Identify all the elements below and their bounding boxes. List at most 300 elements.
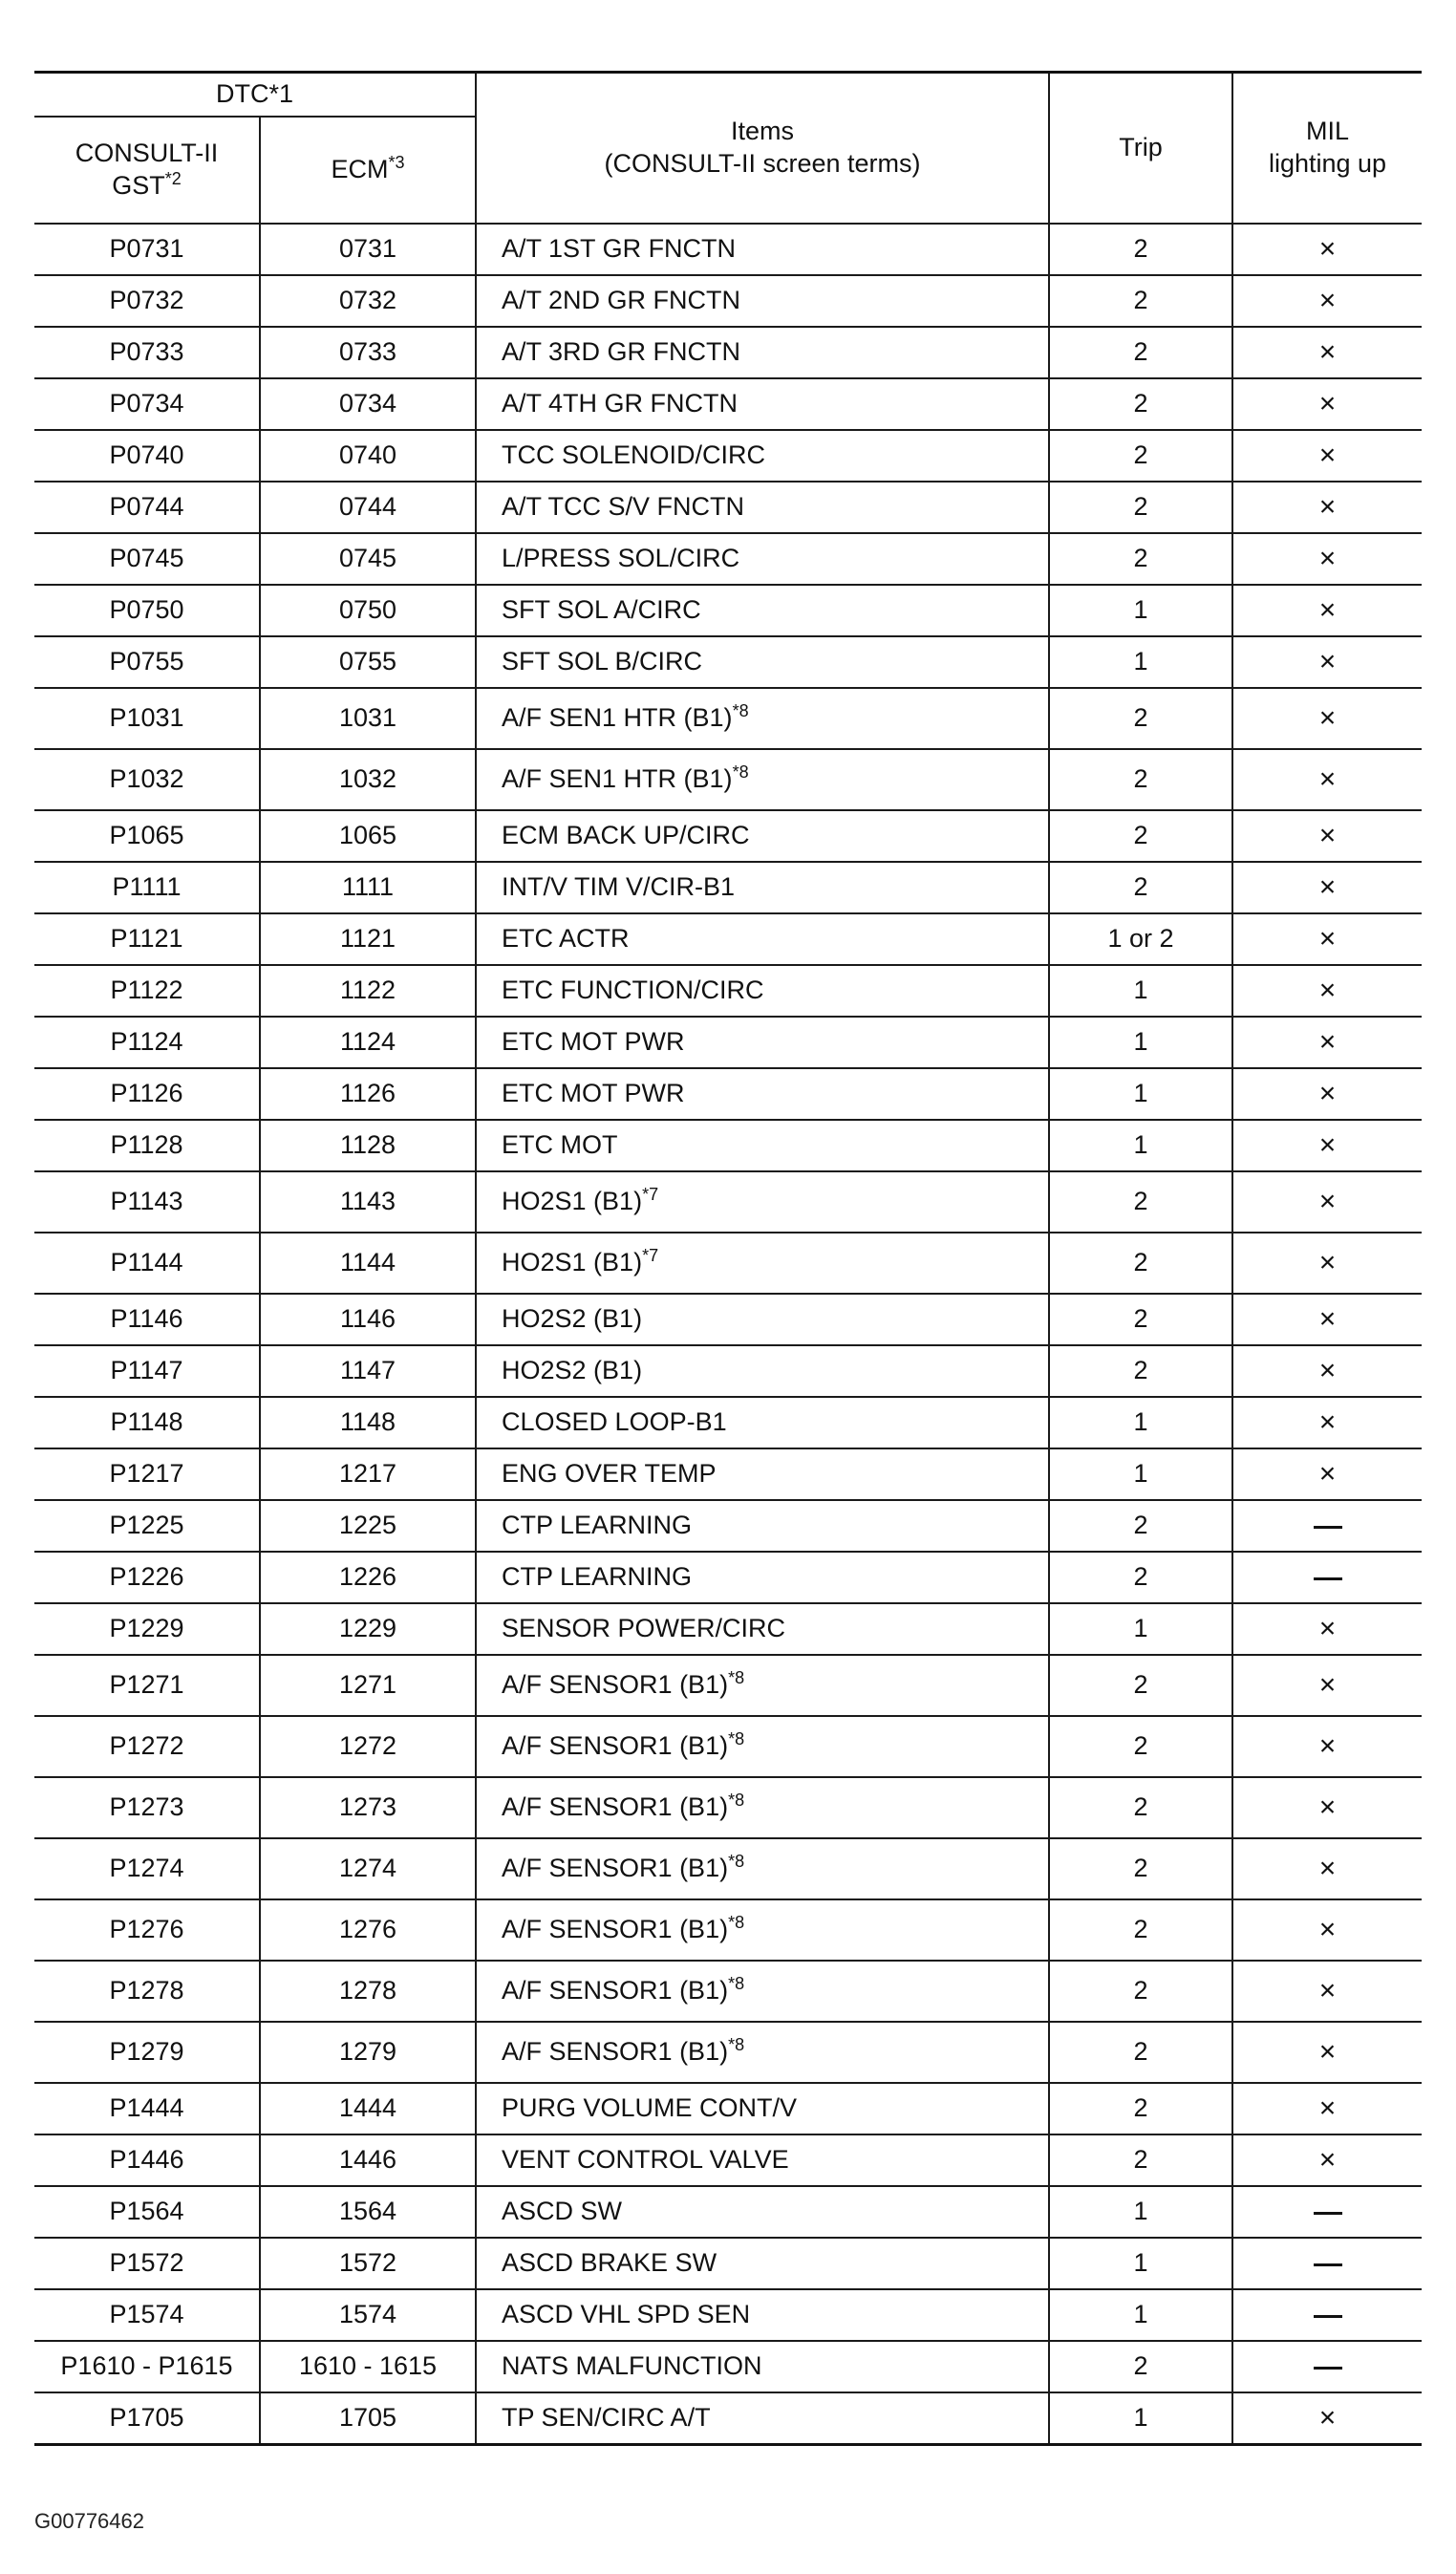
item-footnote: *8 — [728, 1852, 745, 1872]
mil-mark — [1314, 1526, 1342, 1529]
trip-cell: 1 — [1049, 1017, 1232, 1068]
table-row — [34, 1899, 1422, 1961]
mil-mark: × — [1318, 440, 1337, 472]
table-row — [34, 430, 1422, 482]
item-cell — [476, 1838, 1049, 1899]
ecm-code-cell: 1564 — [260, 2186, 476, 2238]
gst-code-cell: P1446 — [34, 2134, 260, 2186]
trip-cell: 2 — [1049, 1233, 1232, 1294]
mil-mark: × — [1318, 820, 1337, 852]
mil-cell — [1232, 1899, 1422, 1961]
gst-code-cell: P1126 — [34, 1068, 260, 1120]
item-label: A/F SENSOR1 (B1) — [502, 1854, 729, 1883]
mil-mark: × — [1318, 1975, 1337, 2007]
table-row — [34, 533, 1422, 585]
ecm-code-cell: 1122 — [260, 965, 476, 1017]
item-cell — [476, 2186, 1049, 2238]
item-label: A/T TCC S/V FNCTN — [502, 492, 745, 522]
item-cell — [476, 1233, 1049, 1294]
item-label: A/F SENSOR1 (B1) — [502, 1976, 729, 2006]
mil-cell — [1232, 913, 1422, 965]
item-cell — [476, 1397, 1049, 1448]
mil-mark: × — [1318, 594, 1337, 627]
item-cell — [476, 585, 1049, 636]
mil-mark: × — [1318, 1458, 1337, 1491]
gst-code-cell: P1574 — [34, 2289, 260, 2341]
table-row — [34, 749, 1422, 810]
table-row — [34, 1500, 1422, 1552]
item-cell — [476, 1120, 1049, 1171]
table-row — [34, 2134, 1422, 2186]
gst-code-cell: P1271 — [34, 1655, 260, 1716]
gst-code-cell: P0740 — [34, 430, 260, 482]
item-cell — [476, 224, 1049, 275]
item-cell — [476, 430, 1049, 482]
mil-mark: × — [1318, 2036, 1337, 2069]
mil-mark: × — [1318, 2092, 1337, 2125]
item-label: TP SEN/CIRC A/T — [502, 2403, 711, 2433]
item-footnote: *8 — [728, 1791, 745, 1811]
ecm-code-cell: 1124 — [260, 1017, 476, 1068]
mil-mark: × — [1318, 1247, 1337, 1279]
trip-cell: 2 — [1049, 2022, 1232, 2083]
gst-code-cell: P1705 — [34, 2392, 260, 2445]
ecm-header — [260, 117, 476, 224]
gst-code-cell: P1065 — [34, 810, 260, 862]
mil-cell — [1232, 1603, 1422, 1655]
mil-mark: × — [1318, 646, 1337, 678]
item-label: ENG OVER TEMP — [502, 1459, 717, 1489]
ecm-code-cell: 0732 — [260, 275, 476, 327]
mil-mark: × — [1318, 1853, 1337, 1885]
ecm-code-cell: 1217 — [260, 1448, 476, 1500]
gst-code-cell: P1276 — [34, 1899, 260, 1961]
item-cell — [476, 482, 1049, 533]
item-cell — [476, 2289, 1049, 2341]
item-label: A/T 2ND GR FNCTN — [502, 286, 741, 315]
trip-cell: 2 — [1049, 1552, 1232, 1603]
mil-mark — [1314, 2315, 1342, 2318]
mil-mark — [1314, 2263, 1342, 2266]
trip-cell: 2 — [1049, 2134, 1232, 2186]
item-label: A/F SENSOR1 (B1) — [502, 2037, 729, 2067]
item-cell — [476, 1603, 1049, 1655]
trip-cell: 1 — [1049, 585, 1232, 636]
item-cell — [476, 2022, 1049, 2083]
trip-cell: 2 — [1049, 533, 1232, 585]
trip-cell: 1 — [1049, 636, 1232, 688]
ecm-code-cell: 0745 — [260, 533, 476, 585]
table-row — [34, 275, 1422, 327]
ecm-header-label: ECM — [331, 155, 389, 184]
mil-mark: × — [1318, 1303, 1337, 1336]
table-row — [34, 2186, 1422, 2238]
mil-cell — [1232, 1397, 1422, 1448]
mil-cell — [1232, 636, 1422, 688]
mil-cell — [1232, 688, 1422, 749]
mil-cell — [1232, 482, 1422, 533]
ecm-code-cell: 1143 — [260, 1171, 476, 1233]
mil-cell — [1232, 275, 1422, 327]
table-row — [34, 1961, 1422, 2022]
mil-cell — [1232, 2083, 1422, 2134]
gst-code-cell: P1279 — [34, 2022, 260, 2083]
table-row — [34, 1603, 1422, 1655]
table-row — [34, 1655, 1422, 1716]
mil-cell — [1232, 1448, 1422, 1500]
item-label: ETC MOT — [502, 1130, 618, 1160]
item-label: SFT SOL B/CIRC — [502, 647, 703, 676]
ecm-code-cell: 1572 — [260, 2238, 476, 2289]
item-cell — [476, 1961, 1049, 2022]
trip-cell: 2 — [1049, 1294, 1232, 1345]
mil-cell — [1232, 585, 1422, 636]
item-footnote: *7 — [642, 1185, 659, 1205]
table-row — [34, 2289, 1422, 2341]
trip-cell: 2 — [1049, 1345, 1232, 1397]
ecm-code-cell: 1146 — [260, 1294, 476, 1345]
ecm-code-cell: 1446 — [260, 2134, 476, 2186]
item-label: CTP LEARNING — [502, 1511, 693, 1540]
table-row — [34, 1716, 1422, 1777]
item-cell — [476, 1068, 1049, 1120]
table-row — [34, 636, 1422, 688]
trip-cell: 2 — [1049, 749, 1232, 810]
ecm-code-cell: 1225 — [260, 1500, 476, 1552]
mil-mark: × — [1318, 1914, 1337, 1946]
ecm-code-cell: 1144 — [260, 1233, 476, 1294]
mil-mark: × — [1318, 388, 1337, 420]
table-row — [34, 2083, 1422, 2134]
ecm-code-cell: 0731 — [260, 224, 476, 275]
item-label: HO2S2 (B1) — [502, 1356, 643, 1385]
mil-mark — [1314, 2212, 1342, 2215]
ecm-code-cell: 0733 — [260, 327, 476, 378]
trip-header: Trip — [1049, 73, 1232, 225]
ecm-code-cell: 1278 — [260, 1961, 476, 2022]
mil-mark: × — [1318, 1355, 1337, 1387]
item-label: L/PRESS SOL/CIRC — [502, 544, 740, 573]
figure-id: G00776462 — [34, 2509, 144, 2533]
mil-cell — [1232, 965, 1422, 1017]
ecm-code-cell: 1705 — [260, 2392, 476, 2445]
item-cell — [476, 533, 1049, 585]
trip-cell: 2 — [1049, 224, 1232, 275]
ecm-code-cell: 1276 — [260, 1899, 476, 1961]
table-row — [34, 1777, 1422, 1838]
item-cell — [476, 1448, 1049, 1500]
gst-code-cell: P1273 — [34, 1777, 260, 1838]
mil-cell — [1232, 430, 1422, 482]
item-cell — [476, 965, 1049, 1017]
mil-cell — [1232, 1171, 1422, 1233]
item-cell — [476, 378, 1049, 430]
item-footnote: *8 — [732, 701, 749, 721]
trip-cell: 2 — [1049, 810, 1232, 862]
table-row — [34, 1552, 1422, 1603]
item-label: A/F SEN1 HTR (B1) — [502, 764, 733, 794]
ecm-code-cell: 0734 — [260, 378, 476, 430]
mil-cell — [1232, 1961, 1422, 2022]
table-row — [34, 1294, 1422, 1345]
gst-code-cell: P1031 — [34, 688, 260, 749]
trip-cell: 1 or 2 — [1049, 913, 1232, 965]
gst-code-cell: P1572 — [34, 2238, 260, 2289]
item-label: A/F SENSOR1 (B1) — [502, 1792, 729, 1822]
ecm-code-cell: 1111 — [260, 862, 476, 913]
mil-cell — [1232, 2022, 1422, 2083]
ecm-code-cell: 1032 — [260, 749, 476, 810]
mil-cell — [1232, 1233, 1422, 1294]
mil-cell — [1232, 2238, 1422, 2289]
mil-cell — [1232, 1017, 1422, 1068]
trip-cell: 2 — [1049, 1838, 1232, 1899]
table-row — [34, 378, 1422, 430]
mil-mark: × — [1318, 2402, 1337, 2435]
item-cell — [476, 636, 1049, 688]
table-row — [34, 1120, 1422, 1171]
item-label: A/T 1ST GR FNCTN — [502, 234, 737, 264]
table-row — [34, 1233, 1422, 1294]
gst-code-cell: P1148 — [34, 1397, 260, 1448]
item-label: ETC MOT PWR — [502, 1079, 685, 1108]
mil-mark: × — [1318, 1026, 1337, 1059]
item-footnote: *8 — [728, 1913, 745, 1933]
mil-mark: × — [1318, 336, 1337, 369]
item-cell — [476, 1345, 1049, 1397]
gst-code-cell: P1128 — [34, 1120, 260, 1171]
trip-cell: 1 — [1049, 2289, 1232, 2341]
table-row — [34, 1345, 1422, 1397]
gst-code-cell: P1226 — [34, 1552, 260, 1603]
mil-mark: × — [1318, 1669, 1337, 1702]
item-cell — [476, 275, 1049, 327]
gst-code-cell: P1217 — [34, 1448, 260, 1500]
trip-cell: 1 — [1049, 965, 1232, 1017]
item-footnote: *8 — [728, 1974, 745, 1994]
trip-cell: 2 — [1049, 1171, 1232, 1233]
mil-cell — [1232, 1552, 1422, 1603]
mil-cell — [1232, 2134, 1422, 2186]
dtc-table — [34, 71, 1422, 2446]
gst-code-cell: P0750 — [34, 585, 260, 636]
mil-mark: × — [1318, 702, 1337, 735]
item-label: PURG VOLUME CONT/V — [502, 2093, 798, 2123]
item-label: ETC ACTR — [502, 924, 630, 954]
mil-cell — [1232, 1345, 1422, 1397]
mil-mark: × — [1318, 1406, 1337, 1439]
trip-cell: 2 — [1049, 1500, 1232, 1552]
item-cell — [476, 688, 1049, 749]
item-cell — [476, 2341, 1049, 2392]
mil-mark: × — [1318, 233, 1337, 266]
ecm-code-cell: 1273 — [260, 1777, 476, 1838]
trip-cell: 1 — [1049, 1068, 1232, 1120]
table-row — [34, 862, 1422, 913]
ecm-code-cell: 1271 — [260, 1655, 476, 1716]
gst-code-cell: P1122 — [34, 965, 260, 1017]
item-label: ASCD SW — [502, 2197, 623, 2226]
mil-mark: × — [1318, 975, 1337, 1007]
mil-mark — [1314, 2367, 1342, 2370]
gst-code-cell: P1278 — [34, 1961, 260, 2022]
mil-header — [1232, 73, 1422, 225]
gst-code-cell: P0744 — [34, 482, 260, 533]
item-label: ASCD BRAKE SW — [502, 2248, 717, 2278]
table-row — [34, 810, 1422, 862]
mil-cell — [1232, 378, 1422, 430]
mil-cell — [1232, 1838, 1422, 1899]
mil-mark: × — [1318, 871, 1337, 904]
gst-header-label: GST — [112, 171, 165, 200]
item-label: CTP LEARNING — [502, 1562, 693, 1592]
mil-mark: × — [1318, 285, 1337, 317]
item-label: HO2S1 (B1) — [502, 1248, 643, 1277]
mil-cell — [1232, 533, 1422, 585]
table-row — [34, 1068, 1422, 1120]
item-cell — [476, 1017, 1049, 1068]
trip-cell: 1 — [1049, 1397, 1232, 1448]
trip-cell: 1 — [1049, 1603, 1232, 1655]
item-label: ETC FUNCTION/CIRC — [502, 976, 764, 1005]
item-cell — [476, 2083, 1049, 2134]
trip-cell: 1 — [1049, 1120, 1232, 1171]
ecm-code-cell: 1279 — [260, 2022, 476, 2083]
item-cell — [476, 2392, 1049, 2445]
gst-code-cell: P1225 — [34, 1500, 260, 1552]
mil-cell — [1232, 2341, 1422, 2392]
gst-code-cell: P0755 — [34, 636, 260, 688]
table-row — [34, 1448, 1422, 1500]
trip-cell: 2 — [1049, 1899, 1232, 1961]
gst-code-cell: P0733 — [34, 327, 260, 378]
trip-cell: 2 — [1049, 688, 1232, 749]
item-label: HO2S2 (B1) — [502, 1304, 643, 1334]
item-label: A/F SENSOR1 (B1) — [502, 1731, 729, 1761]
item-cell — [476, 327, 1049, 378]
gst-code-cell: P1032 — [34, 749, 260, 810]
item-cell — [476, 2134, 1049, 2186]
gst-code-cell: P1564 — [34, 2186, 260, 2238]
gst-code-cell: P1146 — [34, 1294, 260, 1345]
trip-cell: 2 — [1049, 378, 1232, 430]
item-label: ETC MOT PWR — [502, 1027, 685, 1057]
gst-code-cell: P0745 — [34, 533, 260, 585]
mil-cell — [1232, 1294, 1422, 1345]
gst-code-cell: P1124 — [34, 1017, 260, 1068]
mil-header-sub: lighting up — [1268, 149, 1387, 178]
ecm-code-cell: 1610 - 1615 — [260, 2341, 476, 2392]
table-row — [34, 1838, 1422, 1899]
trip-cell: 2 — [1049, 327, 1232, 378]
consult-header-label: CONSULT-II — [75, 139, 219, 168]
table-row — [34, 1397, 1422, 1448]
gst-code-cell: P1143 — [34, 1171, 260, 1233]
gst-code-cell: P1229 — [34, 1603, 260, 1655]
mil-header-label: MIL — [1306, 117, 1350, 146]
trip-cell: 2 — [1049, 862, 1232, 913]
item-label: NATS MALFUNCTION — [502, 2351, 762, 2381]
item-label: A/F SENSOR1 (B1) — [502, 1670, 729, 1700]
item-cell — [476, 1500, 1049, 1552]
item-label: TCC SOLENOID/CIRC — [502, 440, 766, 470]
trip-cell: 2 — [1049, 1777, 1232, 1838]
gst-code-cell: P0731 — [34, 224, 260, 275]
table-row — [34, 688, 1422, 749]
item-footnote: *8 — [728, 1729, 745, 1749]
items-header — [476, 73, 1049, 225]
table-row — [34, 224, 1422, 275]
item-footnote: *7 — [642, 1246, 659, 1266]
ecm-code-cell: 1128 — [260, 1120, 476, 1171]
trip-cell: 2 — [1049, 2083, 1232, 2134]
gst-code-cell: P1274 — [34, 1838, 260, 1899]
item-label: VENT CONTROL VALVE — [502, 2145, 789, 2175]
mil-mark: × — [1318, 923, 1337, 955]
trip-cell: 1 — [1049, 1448, 1232, 1500]
trip-cell: 1 — [1049, 2392, 1232, 2445]
mil-cell — [1232, 1068, 1422, 1120]
item-cell — [476, 810, 1049, 862]
trip-cell: 2 — [1049, 430, 1232, 482]
trip-cell: 2 — [1049, 1961, 1232, 2022]
ecm-code-cell: 1274 — [260, 1838, 476, 1899]
ecm-code-cell: 1444 — [260, 2083, 476, 2134]
table-row — [34, 913, 1422, 965]
mil-cell — [1232, 862, 1422, 913]
table-row — [34, 1171, 1422, 1233]
gst-code-cell: P1111 — [34, 862, 260, 913]
gst-code-cell: P1610 - P1615 — [34, 2341, 260, 2392]
gst-code-cell: P1144 — [34, 1233, 260, 1294]
ecm-code-cell: 1229 — [260, 1603, 476, 1655]
mil-mark: × — [1318, 1129, 1337, 1162]
mil-cell — [1232, 1777, 1422, 1838]
item-label: A/T 3RD GR FNCTN — [502, 337, 741, 367]
mil-cell — [1232, 2392, 1422, 2445]
mil-cell — [1232, 810, 1422, 862]
ecm-code-cell: 1126 — [260, 1068, 476, 1120]
gst-code-cell: P0732 — [34, 275, 260, 327]
ecm-code-cell: 0750 — [260, 585, 476, 636]
mil-cell — [1232, 1500, 1422, 1552]
gst-code-cell: P1272 — [34, 1716, 260, 1777]
mil-mark: × — [1318, 1078, 1337, 1110]
ecm-header-sup: *3 — [388, 153, 405, 173]
ecm-code-cell: 1065 — [260, 810, 476, 862]
item-cell — [476, 1777, 1049, 1838]
items-header-sub: (CONSULT-II screen terms) — [604, 149, 921, 178]
ecm-code-cell: 1147 — [260, 1345, 476, 1397]
ecm-code-cell: 1226 — [260, 1552, 476, 1603]
gst-code-cell: P1121 — [34, 913, 260, 965]
ecm-code-cell: 1574 — [260, 2289, 476, 2341]
mil-cell — [1232, 2289, 1422, 2341]
item-label: HO2S1 (B1) — [502, 1187, 643, 1216]
consult-gst-header — [34, 117, 260, 224]
trip-cell: 1 — [1049, 2238, 1232, 2289]
ecm-code-cell: 1272 — [260, 1716, 476, 1777]
trip-cell: 2 — [1049, 275, 1232, 327]
item-label: SENSOR POWER/CIRC — [502, 1614, 786, 1643]
mil-cell — [1232, 1120, 1422, 1171]
mil-cell — [1232, 1716, 1422, 1777]
mil-mark: × — [1318, 491, 1337, 524]
item-cell — [476, 1294, 1049, 1345]
mil-cell — [1232, 2186, 1422, 2238]
ecm-code-cell: 0740 — [260, 430, 476, 482]
ecm-code-cell: 1031 — [260, 688, 476, 749]
